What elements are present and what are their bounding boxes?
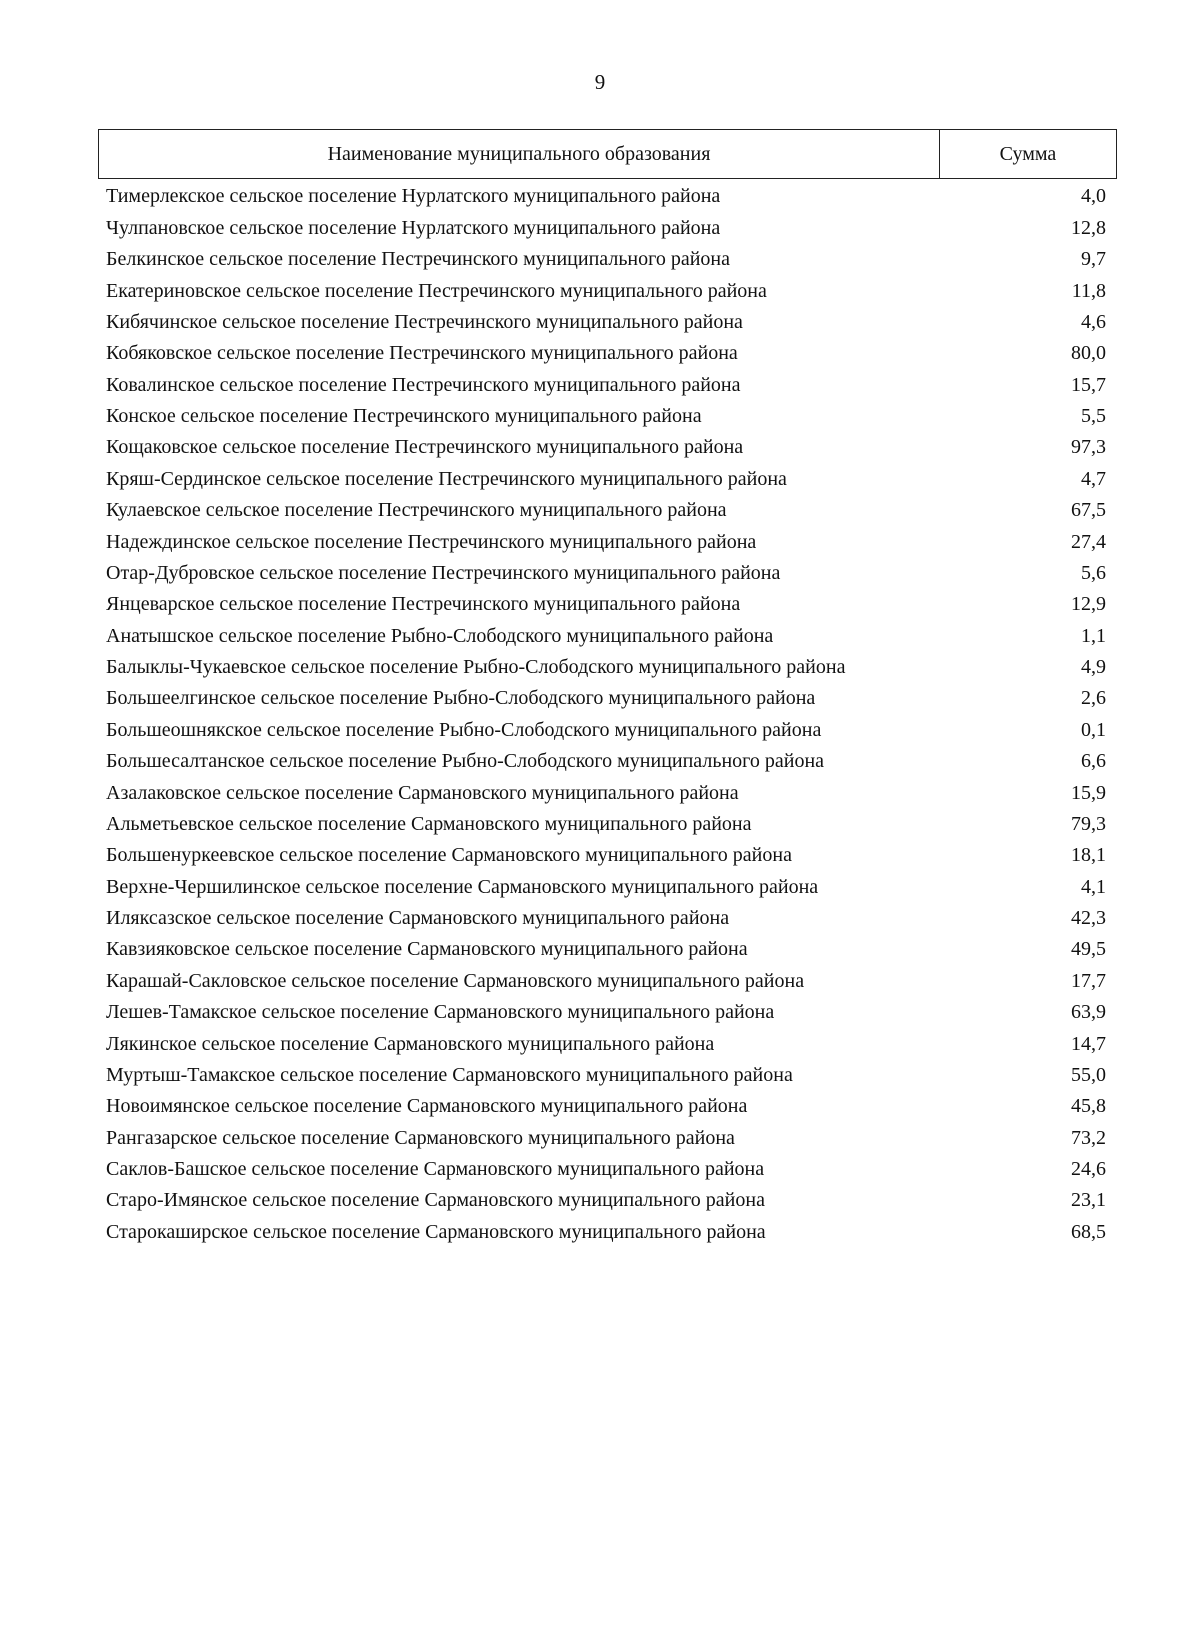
amount-value: 15,9: [1071, 781, 1106, 804]
table-row: [106, 997, 1106, 1028]
municipality-name: Балыклы-Чукаевское сельское поселение Рыбно-Слободского муниципального района: [106, 656, 846, 679]
amount-value: 73,2: [1071, 1126, 1106, 1149]
amount-value: 5,6: [1081, 561, 1106, 584]
municipality-name: Большеелгинское сельское поселение Рыбно-Слободского муниципального района: [106, 687, 816, 710]
amount-value: 97,3: [1071, 436, 1106, 459]
table-row: [106, 589, 1106, 620]
table-row: [106, 1091, 1106, 1122]
amount-value: 15,7: [1071, 373, 1106, 396]
table-row: [106, 181, 1106, 212]
amount-value: 0,1: [1081, 718, 1106, 741]
municipality-name: Кулаевское сельское поселение Пестречинского муниципального района: [106, 499, 727, 522]
table-row: [106, 369, 1106, 400]
amount-value: 67,5: [1071, 499, 1106, 522]
amount-value: 14,7: [1071, 1032, 1106, 1055]
amount-value: 1,1: [1081, 624, 1106, 647]
table-row: [106, 965, 1106, 996]
municipality-name: Чулпановское сельское поселение Нурлатского муниципального района: [106, 216, 721, 239]
table-row: [106, 840, 1106, 871]
municipality-name: Иляксазское сельское поселение Сармановского муниципального района: [106, 907, 730, 930]
municipality-name: Большеошнякское сельское поселение Рыбно-Слободского муниципального района: [106, 718, 822, 741]
table-row: [106, 1185, 1106, 1216]
table-row: [106, 432, 1106, 463]
municipality-name: Анатышское сельское поселение Рыбно-Слободского муниципального района: [106, 624, 774, 647]
municipality-name: Старокаширское сельское поселение Сармановского муниципального района: [106, 1220, 766, 1243]
amount-value: 24,6: [1071, 1158, 1106, 1181]
municipality-name: Кряш-Сердинское сельское поселение Пестречинского муниципального района: [106, 467, 787, 490]
amount-value: 49,5: [1071, 938, 1106, 961]
table-row: [106, 495, 1106, 526]
amount-value: 5,5: [1081, 405, 1106, 428]
municipality-name: Надеждинское сельское поселение Пестречинского муниципального района: [106, 530, 757, 553]
municipality-name: Лешев-Тамакское сельское поселение Сармановского муниципального района: [106, 1001, 775, 1024]
amount-value: 80,0: [1071, 342, 1106, 365]
municipality-name: Кавзияковское сельское поселение Сармановского муниципального района: [106, 938, 748, 961]
municipality-name: Конское сельское поселение Пестречинского муниципального района: [106, 405, 702, 428]
amount-value: 11,8: [1071, 279, 1106, 302]
amount-value: 68,5: [1071, 1220, 1106, 1243]
municipality-name: Ковалинское сельское поселение Пестречинского муниципального района: [106, 373, 741, 396]
municipality-name: Белкинское сельское поселение Пестречинского муниципального района: [106, 248, 731, 271]
table-row: [106, 338, 1106, 369]
table-row: [106, 871, 1106, 902]
table-row: [106, 244, 1106, 275]
amount-value: 18,1: [1071, 844, 1106, 867]
amount-value: 12,9: [1071, 593, 1106, 616]
table-row: [106, 809, 1106, 840]
municipality-name: Саклов-Башское сельское поселение Сармановского муниципального района: [106, 1158, 765, 1181]
amount-value: 45,8: [1071, 1095, 1106, 1118]
municipality-name: Азалаковское сельское поселение Сармановского муниципального района: [106, 781, 739, 804]
amount-value: 9,7: [1081, 248, 1106, 271]
amount-value: 23,1: [1071, 1189, 1106, 1212]
amount-value: 27,4: [1071, 530, 1106, 553]
amount-value: 55,0: [1071, 1063, 1106, 1086]
amount-value: 4,7: [1081, 467, 1106, 490]
amount-value: 6,6: [1081, 750, 1106, 773]
municipality-name: Карашай-Сакловское сельское поселение Сармановского муниципального района: [106, 969, 805, 992]
municipality-name: Большенуркеевское сельское поселение Сармановского муниципального района: [106, 844, 792, 867]
municipality-name: Янцеварское сельское поселение Пестречинского муниципального района: [106, 593, 741, 616]
table-row: [106, 307, 1106, 338]
table-row: [106, 683, 1106, 714]
table-row: [106, 652, 1106, 683]
amount-value: 12,8: [1071, 216, 1106, 239]
table-row: [106, 620, 1106, 651]
table-row: [106, 212, 1106, 243]
table-row: [106, 401, 1106, 432]
table-row: [106, 903, 1106, 934]
table-body: [106, 181, 1106, 1248]
table-row: [106, 463, 1106, 494]
table-row: [106, 275, 1106, 306]
municipality-name: Муртыш-Тамакское сельское поселение Сармановского муниципального района: [106, 1063, 793, 1086]
amount-value: 63,9: [1071, 1001, 1106, 1024]
table-row: [106, 1028, 1106, 1059]
amount-value: 79,3: [1071, 812, 1106, 835]
municipality-name: Верхне-Чершилинское сельское поселение Сармановского муниципального района: [106, 875, 819, 898]
table-row: [106, 777, 1106, 808]
municipality-name: Большесалтанское сельское поселение Рыбно-Слободского муниципального района: [106, 750, 825, 773]
table-row: [106, 934, 1106, 965]
table-header: [98, 129, 1117, 179]
municipality-name: Старо-Имянское сельское поселение Сармановского муниципального района: [106, 1189, 765, 1212]
municipality-name: Отар-Дубровское сельское поселение Пестречинского муниципального района: [106, 561, 781, 584]
municipality-name: Екатериновское сельское поселение Пестречинского муниципального района: [106, 279, 767, 302]
municipality-name: Рангазарское сельское поселение Сармановского муниципального района: [106, 1126, 735, 1149]
municipality-name: Кобяковское сельское поселение Пестречинского муниципального района: [106, 342, 738, 365]
amount-value: 4,0: [1081, 185, 1106, 208]
table-row: [106, 558, 1106, 589]
amount-value: 4,1: [1081, 875, 1106, 898]
amount-value: 17,7: [1071, 969, 1106, 992]
municipality-name: Кощаковское сельское поселение Пестречинского муниципального района: [106, 436, 744, 459]
amount-value: 4,6: [1081, 310, 1106, 333]
table-row: [106, 526, 1106, 557]
amount-value: 4,9: [1081, 656, 1106, 679]
table-row: [106, 714, 1106, 745]
municipality-name: Лякинское сельское поселение Сармановского муниципального района: [106, 1032, 715, 1055]
table-row: [106, 1154, 1106, 1185]
table-row: [106, 746, 1106, 777]
column-header-name: Наименование муниципального образования: [99, 130, 940, 178]
table-row: [106, 1060, 1106, 1091]
amount-value: 2,6: [1081, 687, 1106, 710]
municipality-name: Альметьевское сельское поселение Сармановского муниципального района: [106, 812, 752, 835]
table-row: [106, 1216, 1106, 1247]
amount-value: 42,3: [1071, 907, 1106, 930]
column-header-sum: Сумма: [999, 142, 1057, 165]
municipality-name: Тимерлекское сельское поселение Нурлатского муниципального района: [106, 185, 721, 208]
municipality-name: Кибячинское сельское поселение Пестречинского муниципального района: [106, 310, 743, 333]
municipality-name: Новоимянское сельское поселение Сармановского муниципального района: [106, 1095, 748, 1118]
table-row: [106, 1122, 1106, 1153]
page-number: 9: [594, 70, 606, 94]
